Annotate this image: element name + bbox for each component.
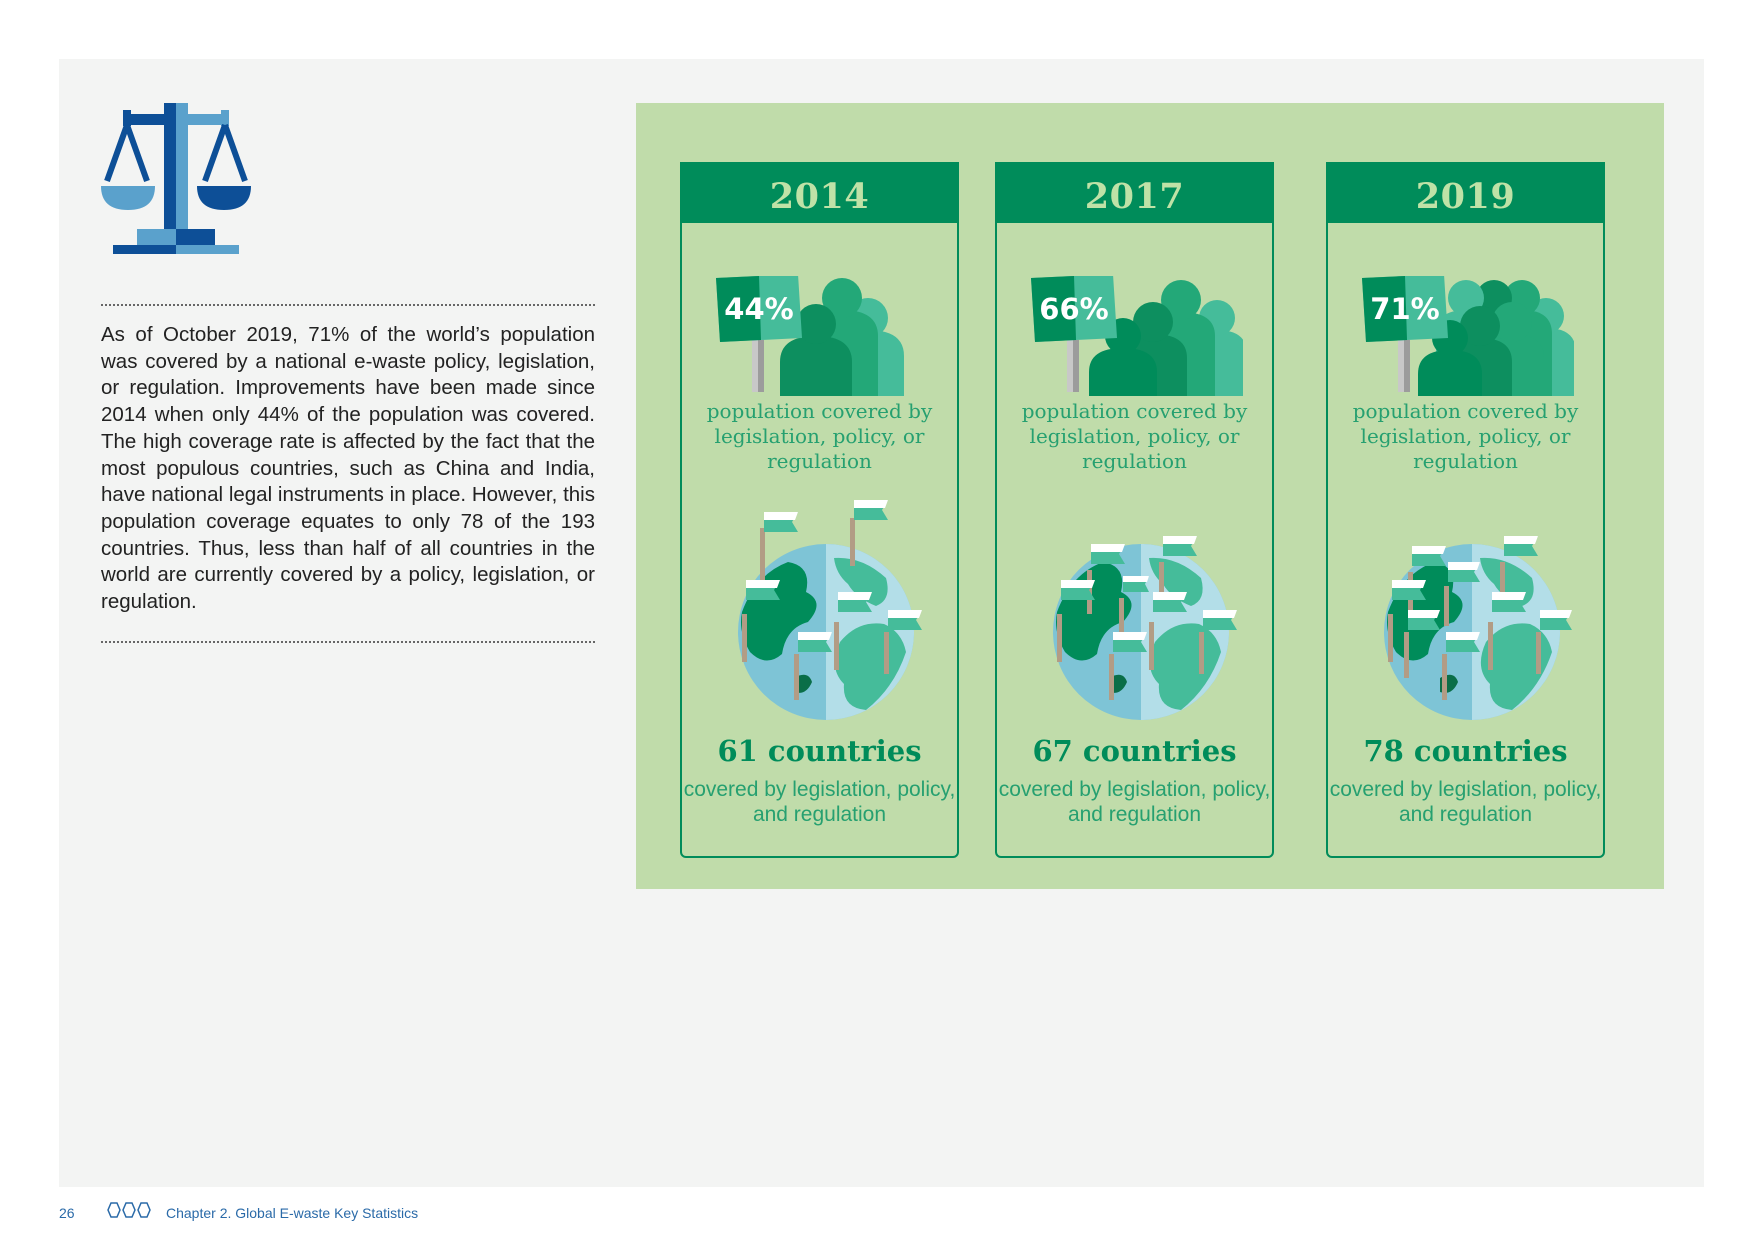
- body-paragraph: As of October 2019, 71% of the world’s population was covered by a national e-waste policy, legislation, or regulation. Improvements have been made since 2014 when only 44% of the population was covered. The high coverage rate is affected by the fact that the most populous countries, such as China and India, have national legal instruments in place. However, this population coverage equates to only 78 of the 193 countries. Thus, less than half of all countries in the world are currently covered by a policy, legislation, or regulation.: [101, 323, 595, 614]
- countries-count: 78 countries: [1363, 734, 1568, 768]
- page-number: 26: [59, 1205, 75, 1221]
- population-caption: population covered by legislation, policy, or regulation: [706, 399, 933, 473]
- year-header: 2017: [995, 162, 1274, 223]
- globe-with-flags-icon: [1362, 482, 1574, 722]
- countries-count: 61 countries: [717, 734, 922, 768]
- bottom-divider: [101, 641, 595, 643]
- globe-with-flags-icon: [716, 482, 928, 722]
- percent-label: 44%: [724, 292, 794, 326]
- countries-caption: covered by legislation, policy, and regulation: [683, 778, 956, 826]
- percent-label: 71%: [1370, 292, 1440, 326]
- people-crowd-icon: [1031, 276, 1243, 396]
- year-card-2019: [1326, 162, 1605, 858]
- percent-label: 66%: [1039, 292, 1109, 326]
- countries-count: 67 countries: [1032, 734, 1237, 768]
- population-caption: population covered by legislation, policy, or regulation: [1021, 399, 1248, 473]
- hexagon-chain-icon: [106, 1201, 156, 1219]
- chapter-title: Chapter 2. Global E-waste Key Statistics: [166, 1205, 419, 1221]
- top-divider: [101, 304, 595, 306]
- globe-with-flags-icon: [1031, 482, 1243, 722]
- year-card-2014: [680, 162, 959, 858]
- scales-of-justice-icon: [101, 103, 253, 259]
- countries-caption: covered by legislation, policy, and regulation: [998, 778, 1271, 826]
- people-crowd-icon: [716, 276, 928, 396]
- year-header: 2014: [680, 162, 959, 223]
- people-crowd-icon: [1362, 276, 1574, 396]
- year-card-2017: [995, 162, 1274, 858]
- population-caption: population covered by legislation, policy, or regulation: [1352, 399, 1579, 473]
- countries-caption: covered by legislation, policy, and regulation: [1329, 778, 1602, 826]
- year-header: 2019: [1326, 162, 1605, 223]
